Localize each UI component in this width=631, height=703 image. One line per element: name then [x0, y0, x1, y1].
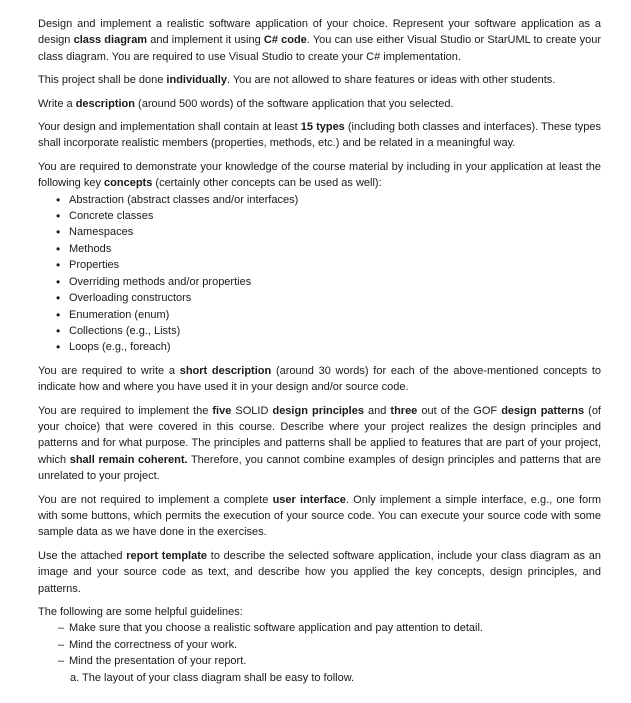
- guidelines-list: [38, 620, 601, 669]
- list-item: – Mind the presentation of your report.: [58, 653, 601, 669]
- paragraph-individual: This project shall be done individually. You are not allowed to share features or ideas with other students.: [38, 74, 556, 87]
- concepts-list: [38, 192, 601, 356]
- paragraph-design-principles: You are required to implement the five SOLID design principles and three out of the GOF design patterns (of your choice) that were covered in this course. Describe where your project realizes the design principles and patterns and for what purpose. The principles and patterns shall be applied to features that are part of your project, which shall remain coherent. Therefore, you cannot combine examples of design principles and patterns that are unrelated to your project.: [38, 404, 602, 483]
- list-item: – Make sure that you choose a realistic software application and pay attention to detail.: [58, 620, 601, 636]
- paragraph-short-description: You are required to write a short description (around 30 words) for each of the above-mentioned concepts to indicate how and where you have used it in your design and/or source code.: [38, 364, 601, 394]
- sub-guideline: a. The layout of your class diagram shall be easy to follow.: [70, 671, 355, 684]
- list-item: • Overloading constructors: [56, 290, 601, 306]
- paragraph-guidelines-intro: The following are some helpful guidelines:: [38, 606, 243, 618]
- list-item: • Overriding methods and/or properties: [56, 274, 601, 290]
- list-item: • Concrete classes: [56, 208, 601, 224]
- list-item: • Loops (e.g., foreach): [56, 339, 601, 355]
- paragraph-report-template: Use the attached report template to describe the selected software application, include your class diagram as an image and your source code as text, and describe how you applied the key concepts, design principles, and patterns.: [38, 549, 601, 595]
- list-item: • Namespaces: [56, 224, 601, 240]
- list-item: • Enumeration (enum): [56, 307, 601, 323]
- paragraph-concepts: You are required to demonstrate your knowledge of the course material by including in your application at least the following key concepts (certainly other concepts can be used as well):: [38, 160, 601, 190]
- list-item: • Collections (e.g., Lists): [56, 323, 601, 339]
- list-item: • Abstraction (abstract classes and/or interfaces): [56, 192, 601, 208]
- paragraph-user-interface: You are not required to implement a complete user interface. Only implement a simple interface, e.g., one form with some buttons, which permits the execution of your source code. You can execute your source code with some sample data as we have done in the exercises.: [38, 493, 601, 539]
- list-item: – Mind the correctness of your work.: [58, 637, 601, 653]
- paragraph-intro: Design and implement a realistic software application of your choice. Represent your software application as a design class diagram and implement it using C# code. You can use either Visual Studio or StarUML to create your class diagram. You are required to use Visual Studio to create your C# implementation.: [38, 18, 601, 63]
- list-item: • Properties: [56, 257, 601, 273]
- paragraph-types: Your design and implementation shall contain at least 15 types (including both classes and interfaces). These types shall incorporate realistic members (properties, methods, etc.) and be related in a meaningful way.: [38, 121, 601, 150]
- list-item: • Methods: [56, 241, 601, 257]
- paragraph-description: Write a description (around 500 words) of the software application that you selected.: [38, 97, 454, 110]
